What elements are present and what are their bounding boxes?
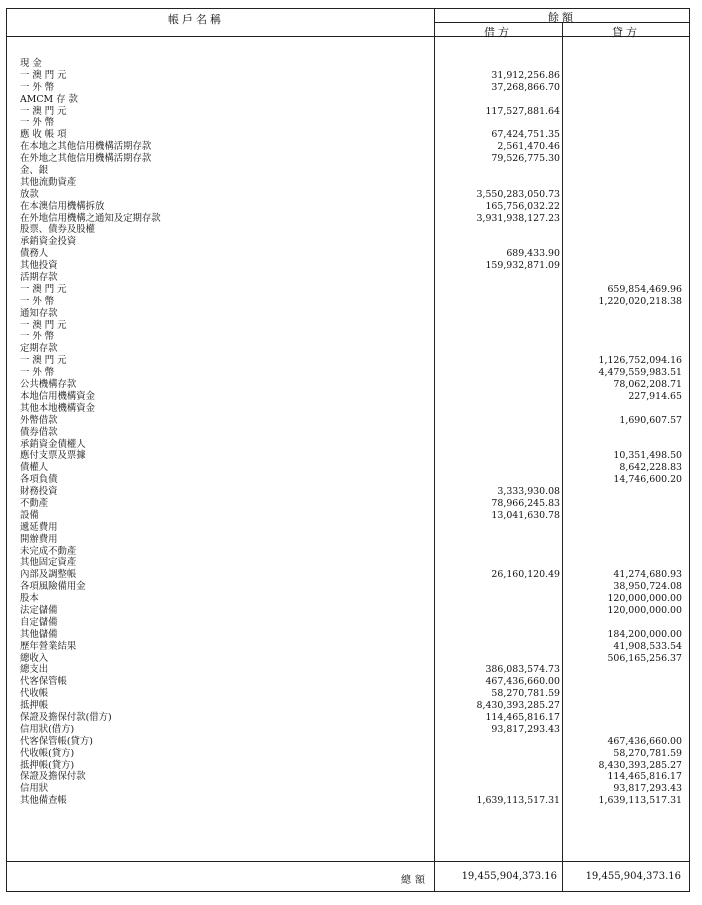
account-name: 承銷資金債權人 — [20, 438, 86, 450]
table-row — [6, 736, 690, 748]
table-row — [6, 331, 690, 343]
account-name: 應 收 帳 項 — [20, 129, 67, 141]
account-name: 總收入 — [20, 652, 49, 664]
account-name: 一 澳 門 元 — [20, 319, 67, 331]
table-row — [6, 248, 690, 260]
table-row — [6, 165, 690, 177]
table-row — [6, 522, 690, 534]
credit-amount: 41,274,680.93 — [613, 569, 682, 581]
debit-amount: 13,041,630.78 — [491, 509, 560, 521]
debit-amount: 386,083,574.73 — [485, 664, 560, 676]
table-row — [6, 664, 690, 676]
table-row — [6, 177, 690, 189]
credit-amount: 227,914.65 — [628, 390, 682, 402]
table-row — [6, 795, 690, 807]
total-top-border — [6, 861, 690, 862]
account-name: 在外地之其他信用機構活期存款 — [20, 153, 152, 165]
table-row — [6, 427, 690, 439]
table-row — [6, 236, 690, 248]
account-name: 通知存款 — [20, 307, 58, 319]
account-name: 抵押帳(貸方) — [20, 759, 75, 771]
credit-amount: 120,000,000.00 — [607, 593, 682, 605]
table-row — [6, 117, 690, 129]
account-name: 活期存款 — [20, 272, 58, 284]
account-name: 債權人 — [20, 462, 49, 474]
table-row — [6, 605, 690, 617]
table-row — [6, 474, 690, 486]
table-row — [6, 284, 690, 296]
account-name: 保證及擔保付款 — [20, 771, 86, 783]
account-name: 現 金 — [20, 58, 42, 69]
debit-amount: 79,526,775.30 — [491, 153, 560, 165]
debit-amount: 1,639,113,517.31 — [476, 795, 560, 807]
account-name: 自定儲備 — [20, 616, 58, 628]
table-row — [6, 70, 690, 82]
balance-sheet-table — [6, 8, 690, 892]
account-name: 法定儲備 — [20, 604, 58, 616]
credit-amount: 14,746,600.20 — [613, 474, 682, 486]
table-row — [6, 462, 690, 474]
account-name: 歷年營業結果 — [20, 640, 77, 652]
debit-amount: 37,268,866.70 — [491, 81, 560, 93]
account-name: 抵押帳 — [20, 700, 49, 712]
table-row — [6, 653, 690, 665]
debit-amount: 165,756,032.22 — [485, 200, 560, 212]
table-row — [6, 296, 690, 308]
account-name: 一 澳 門 元 — [20, 283, 67, 295]
table-row — [6, 557, 690, 569]
account-name: 一 外 幣 — [20, 331, 55, 343]
table-row — [6, 94, 690, 106]
account-name: 代客保管帳 — [20, 676, 67, 688]
account-name: 其他流動資產 — [20, 176, 77, 188]
account-name: 保證及擔保付款(借方) — [20, 711, 112, 723]
account-name: 內部及調整帳 — [20, 569, 77, 581]
debit-amount: 8,430,393,285.27 — [476, 700, 560, 712]
table-row — [6, 355, 690, 367]
table-row — [6, 58, 690, 70]
credit-amount: 8,430,393,285.27 — [598, 759, 682, 771]
account-name: 其他本地機構資金 — [20, 402, 96, 414]
credit-amount: 1,220,020,218.38 — [598, 295, 682, 307]
account-name: 一 澳 門 元 — [20, 355, 67, 367]
table-row — [6, 153, 690, 165]
account-name: 在本澳信用機構拆放 — [20, 200, 105, 212]
total-label: 總額 — [401, 875, 429, 886]
credit-header: 貸方 — [612, 26, 640, 39]
table-row — [6, 771, 690, 783]
account-name: 一 外 幣 — [20, 117, 55, 129]
table-row — [6, 712, 690, 724]
table-row — [6, 641, 690, 653]
debit-amount: 159,932,871.09 — [485, 260, 560, 272]
account-name: 應付支票及票據 — [20, 450, 86, 462]
table-row — [6, 106, 690, 118]
account-name: 放款 — [20, 188, 39, 200]
table-row — [6, 201, 690, 213]
debit-amount: 114,465,816.17 — [485, 711, 560, 723]
credit-amount: 659,854,469.96 — [607, 283, 682, 295]
credit-amount: 4,479,559,983.51 — [598, 367, 682, 379]
credit-amount: 1,690,607.57 — [619, 414, 682, 426]
account-name: AMCM 存 款 — [20, 93, 78, 105]
table-row — [6, 534, 690, 546]
table-row — [6, 415, 690, 427]
account-name: 開辦費用 — [20, 533, 58, 545]
table-row — [6, 272, 690, 284]
table-row — [6, 260, 690, 272]
account-name: 其他儲備 — [20, 628, 58, 640]
debit-amount: 689,433.90 — [506, 248, 560, 260]
account-name: 代客保管帳(貸方) — [20, 735, 93, 747]
account-name: 總支出 — [20, 664, 49, 676]
table-row — [6, 510, 690, 522]
table-row — [6, 82, 690, 94]
account-name: 未完成不動產 — [20, 545, 77, 557]
debit-amount: 2,561,470.46 — [497, 141, 560, 153]
table-row — [6, 546, 690, 558]
total-credit: 19,455,904,373.16 — [585, 871, 681, 882]
account-name: 一 澳 門 元 — [20, 69, 67, 81]
table-row — [6, 617, 690, 629]
table-row — [6, 498, 690, 510]
account-name: 代收帳(貸方) — [20, 747, 75, 759]
debit-header: 借方 — [484, 26, 512, 39]
account-name: 一 澳 門 元 — [20, 105, 67, 117]
account-name: 一 外 幣 — [20, 367, 55, 379]
debit-amount: 78,966,245.83 — [491, 497, 560, 509]
table-row — [6, 224, 690, 236]
account-name: 定期存款 — [20, 343, 58, 355]
table-row — [6, 189, 690, 201]
account-name-header: 帳戶名稱 — [168, 13, 224, 26]
account-name: 在本地之其他信用機構活期存款 — [20, 141, 152, 153]
balance-header: 餘額 — [548, 11, 576, 24]
account-name: 在外地信用機構之通知及定期存款 — [20, 212, 161, 224]
table-row — [6, 783, 690, 795]
account-name: 信用狀(借方) — [20, 723, 75, 735]
table-row — [6, 343, 690, 355]
table-row — [6, 367, 690, 379]
table-row — [6, 486, 690, 498]
account-name: 各項風險備用金 — [20, 581, 86, 593]
debit-amount: 93,817,293.43 — [491, 723, 560, 735]
account-name: 其他備查帳 — [20, 795, 67, 807]
account-name: 財務投資 — [20, 486, 58, 498]
credit-amount: 114,465,816.17 — [607, 771, 682, 783]
table-row — [6, 700, 690, 712]
credit-amount: 58,270,781.59 — [613, 747, 682, 759]
credit-amount: 93,817,293.43 — [613, 783, 682, 795]
account-name: 公共機構存款 — [20, 379, 77, 391]
table-row — [6, 439, 690, 451]
credit-amount: 78,062,208.71 — [613, 379, 682, 391]
credit-amount: 1,639,113,517.31 — [598, 795, 682, 807]
table-row — [6, 569, 690, 581]
account-name: 本地信用機構資金 — [20, 390, 96, 402]
account-name: 承銷資金投資 — [20, 236, 77, 248]
credit-amount: 38,950,724.08 — [613, 581, 682, 593]
debit-amount: 3,931,938,127.23 — [476, 212, 560, 224]
account-name: 遞延費用 — [20, 521, 58, 533]
table-row — [6, 379, 690, 391]
account-name: 其他固定資產 — [20, 557, 77, 569]
table-row — [6, 320, 690, 332]
credit-amount: 8,642,228.83 — [619, 462, 682, 474]
table-row — [6, 391, 690, 403]
table-row — [6, 141, 690, 153]
table-row — [6, 724, 690, 736]
account-rows — [6, 58, 690, 807]
debit-amount: 58,270,781.59 — [491, 688, 560, 700]
account-name: 金、銀 — [20, 165, 49, 177]
table-row — [6, 403, 690, 415]
debit-amount: 117,527,881.64 — [485, 105, 560, 117]
account-name: 一 外 幣 — [20, 81, 55, 93]
table-row — [6, 748, 690, 760]
credit-amount: 184,200,000.00 — [607, 628, 682, 640]
account-name: 信用狀 — [20, 783, 49, 795]
account-name: 一 外 幣 — [20, 295, 55, 307]
account-name: 股票、債券及股權 — [20, 224, 96, 236]
debit-amount: 3,550,283,050.73 — [476, 188, 560, 200]
account-name: 債務人 — [20, 248, 49, 260]
debit-amount: 67,424,751.35 — [491, 129, 560, 141]
table-row — [6, 593, 690, 605]
bottom-border — [6, 891, 690, 892]
table-row — [6, 308, 690, 320]
credit-amount: 1,126,752,094.16 — [598, 355, 682, 367]
table-row — [6, 676, 690, 688]
debit-amount: 26,160,120.49 — [491, 569, 560, 581]
debit-amount: 31,912,256.86 — [491, 69, 560, 81]
debit-amount: 3,333,930.08 — [497, 486, 560, 498]
credit-amount: 506,165,256.37 — [607, 652, 682, 664]
table-row — [6, 213, 690, 225]
table-row — [6, 450, 690, 462]
table-row — [6, 760, 690, 772]
account-name: 股本 — [20, 593, 39, 605]
account-name: 設備 — [20, 509, 39, 521]
account-name: 債券借款 — [20, 426, 58, 438]
table-row — [6, 129, 690, 141]
account-name: 其他投資 — [20, 260, 58, 272]
account-name: 各項負債 — [20, 474, 58, 486]
account-name: 外幣借款 — [20, 414, 58, 426]
credit-amount: 120,000,000.00 — [607, 604, 682, 616]
credit-amount: 467,436,660.00 — [607, 735, 682, 747]
total-debit: 19,455,904,373.16 — [461, 871, 557, 882]
table-row — [6, 581, 690, 593]
credit-amount: 41,908,533.54 — [613, 640, 682, 652]
account-name: 不動產 — [20, 497, 49, 509]
table-row — [6, 629, 690, 641]
table-row — [6, 688, 690, 700]
account-name: 代收帳 — [20, 688, 49, 700]
debit-amount: 467,436,660.00 — [485, 676, 560, 688]
credit-amount: 10,351,498.50 — [613, 450, 682, 462]
